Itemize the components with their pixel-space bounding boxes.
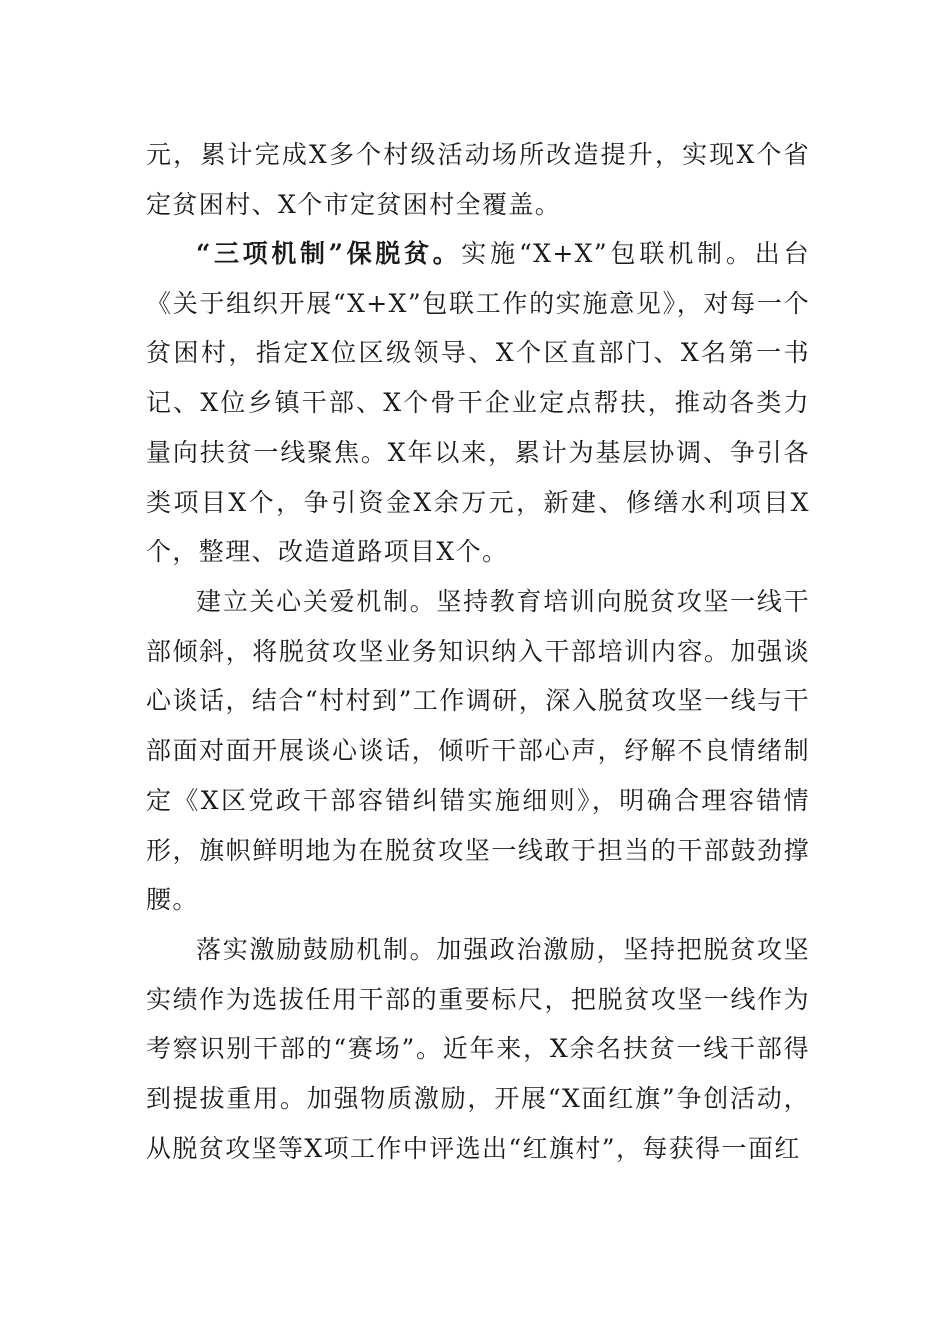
paragraph-care-mechanism [146,577,810,925]
paragraph-3: 建立关心关爱机制。坚持教育培训向脱贫攻坚一线干部倾斜，将脱贫攻坚业务知识纳入干部培训内容。加强谈心谈话，结合“村村到”工作调研，深入脱贫攻坚一线与干部面对面开展谈心谈话，倾听干部心声，纾解不良情绪制定《X区党政干部容错纠错实施细则》，明确合理容错情形，旗帜鲜明地为在脱贫攻坚一线敢于担当的干部鼓劲撑腰。 [146,587,810,915]
section-heading: “三项机制”保脱贫。 [196,239,462,268]
paragraph-2-text: 实施“X+X”包联机制。出台《关于组织开展“X+X”包联工作的实施意见》，对每一个贫困村，指定X位区级领导、X个区直部门、X名第一书记、X位乡镇干部、X个骨干企业定点帮扶，推动各类力量向扶贫一线聚焦。X年以来，累计为基层协调、争引各类项目X个，争引资金X余万元，新建、修缮水利项目X个，整理、改造道路项目X个。 [146,239,810,567]
paragraph-three-mechanisms [146,229,810,577]
paragraph-2 [146,229,810,577]
paragraph-1: 元，累计完成X多个村级活动场所改造提升，实现X个省定贫困村、X个市定贫困村全覆盖。 [146,140,810,219]
paragraph-continuation [146,130,810,229]
paragraph-4: 落实激励鼓励机制。加强政治激励，坚持把脱贫攻坚实绩作为选拔任用干部的重要标尺，把脱贫攻坚一线作为考察识别干部的“赛场”。近年来，X余名扶贫一线干部得到提拔重用。加强物质激励，开展“X面红旗”争创活动，从脱贫攻坚等X项工作中评选出“红旗村”，每获得一面红 [146,935,810,1163]
paragraph-incentive-mechanism [146,925,810,1174]
